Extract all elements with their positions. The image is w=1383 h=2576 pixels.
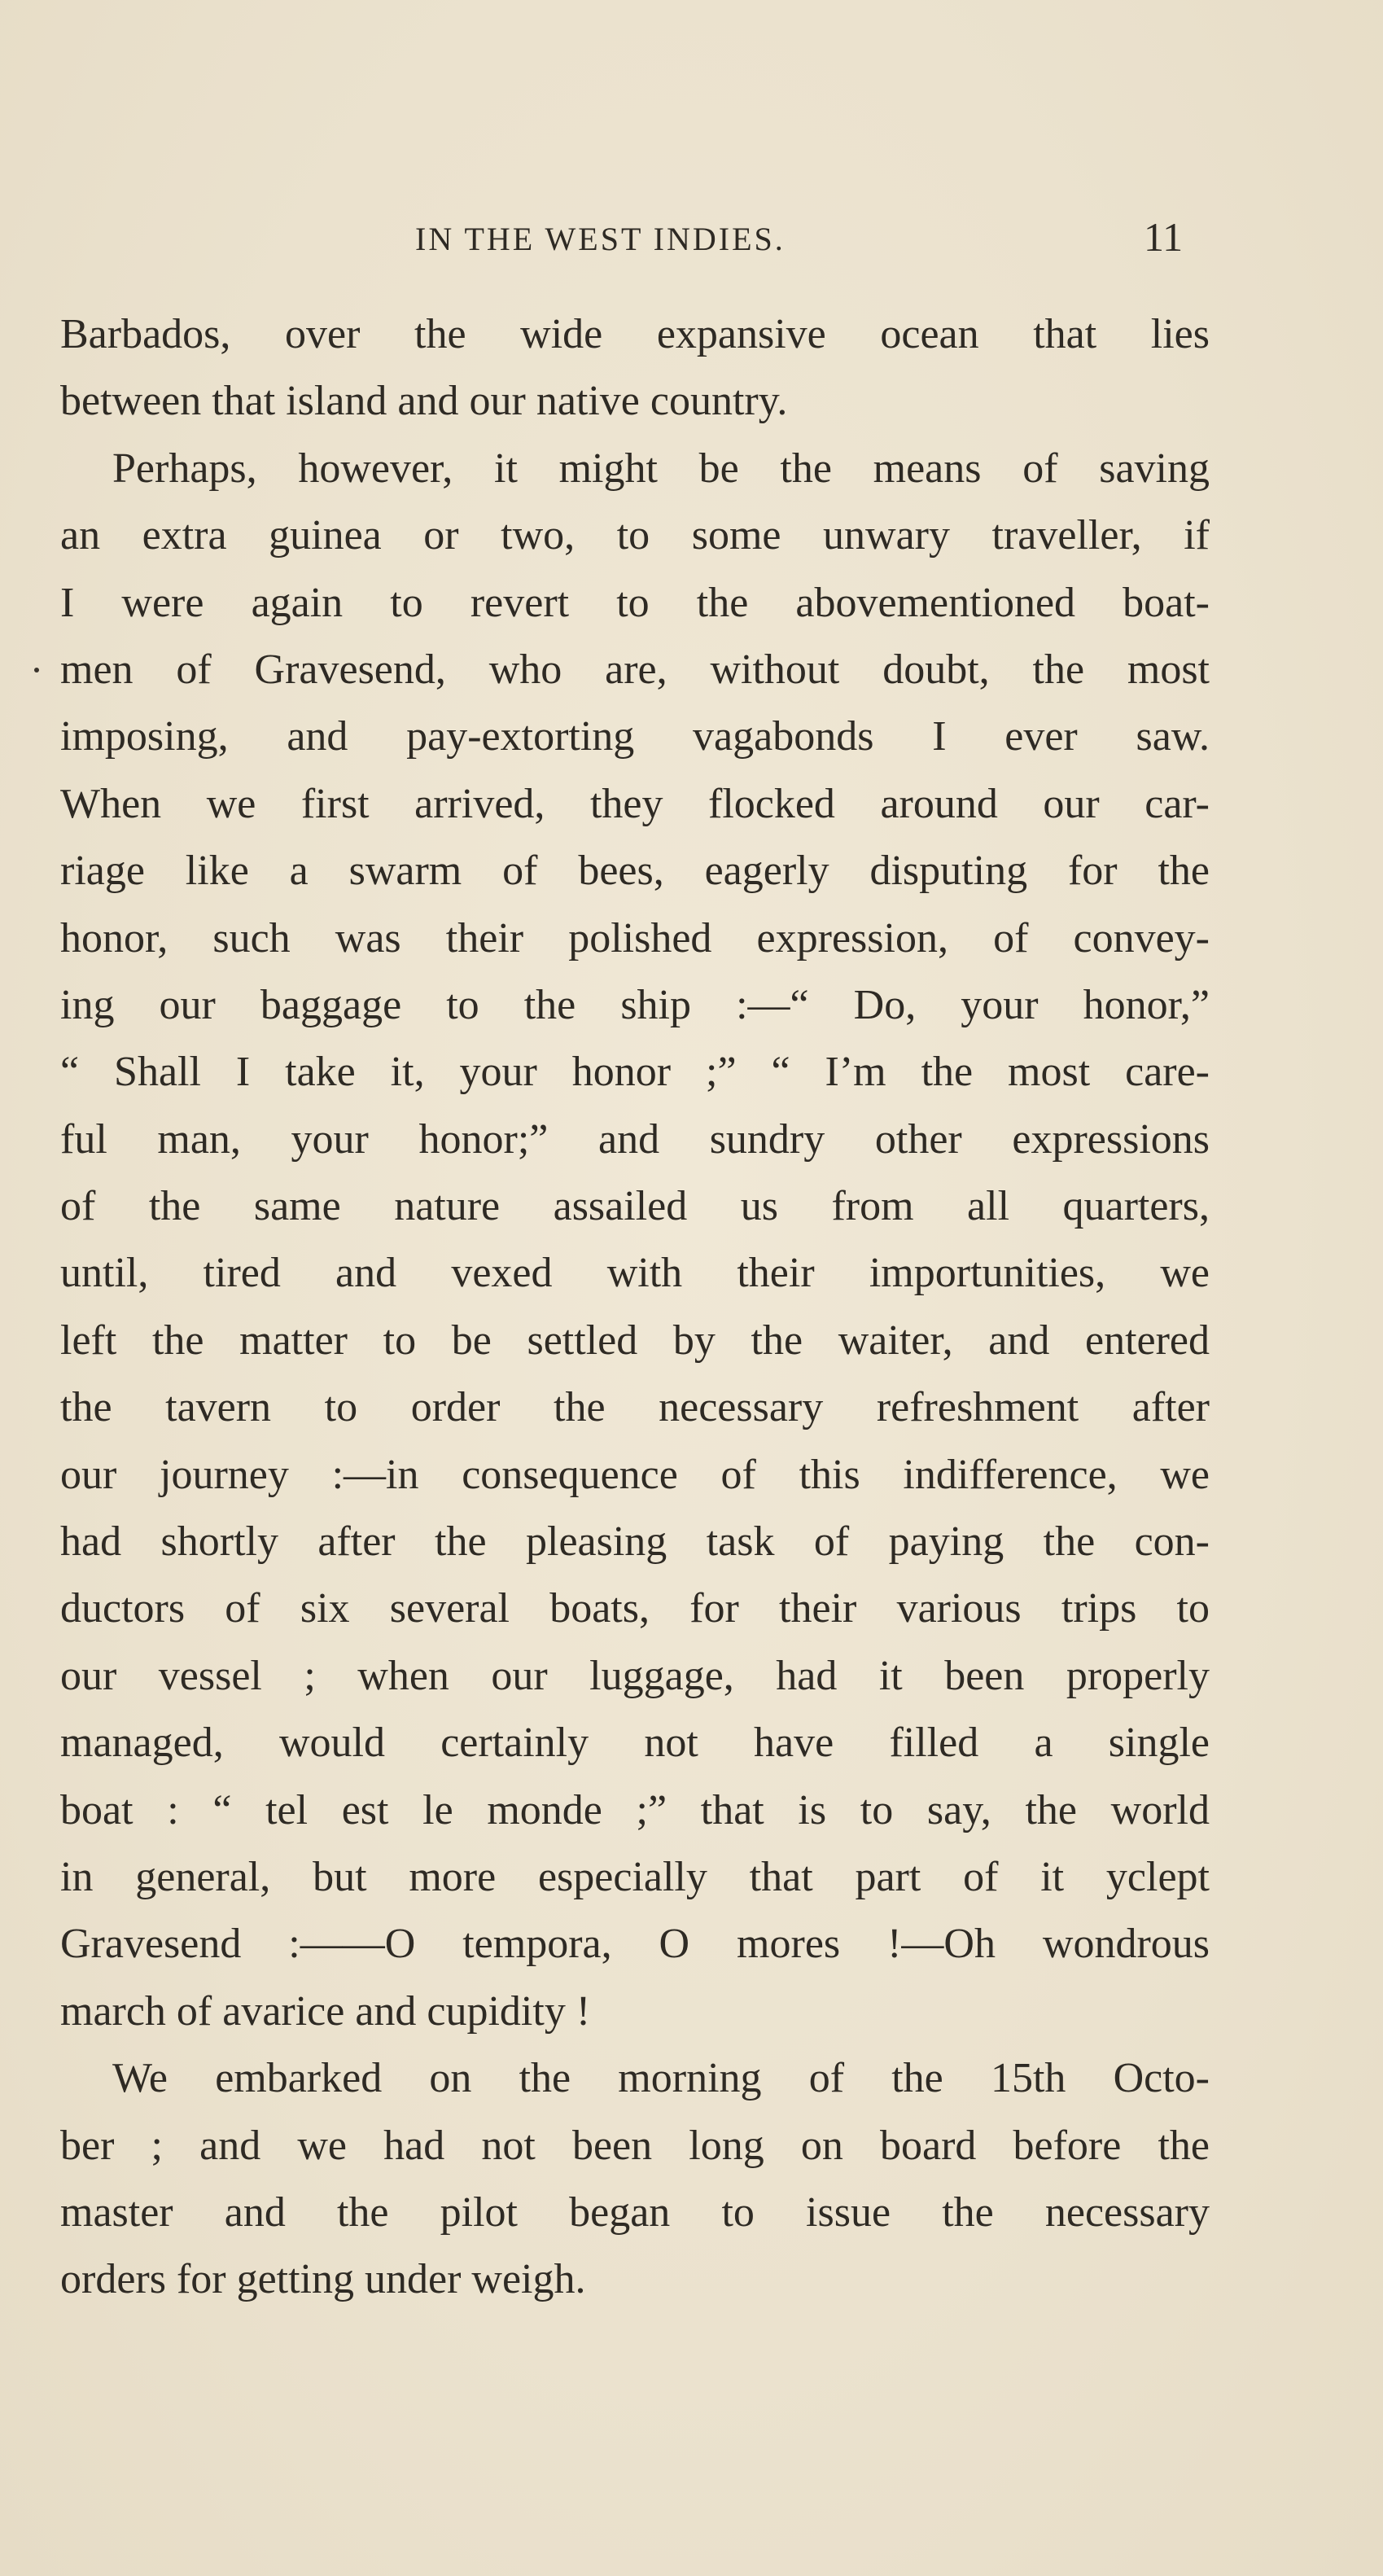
text-line: our journey :—in consequence of this indifference, we xyxy=(60,1451,1210,1498)
text-line: march of avarice and cupidity ! xyxy=(60,1987,591,2035)
text-line: had shortly after the pleasing task of paying the con- xyxy=(60,1518,1210,1566)
text-line: orders for getting under weigh. xyxy=(60,2256,586,2303)
text-line: left the matter to be settled by the waiter, and entered xyxy=(60,1316,1210,1364)
text-line: between that island and our native country. xyxy=(60,378,788,425)
text-line: ductors of six several boats, for their various trips to xyxy=(60,1585,1210,1632)
text-line: Perhaps, however, it might be the means of saving xyxy=(112,445,1210,492)
page-header xyxy=(0,213,1383,262)
page-number: 11 xyxy=(1144,214,1184,260)
text-line: riage like a swarm of bees, eagerly disputing for the xyxy=(60,848,1210,895)
text-line: of the same nature assailed us from all quarters, xyxy=(60,1183,1210,1230)
body-text xyxy=(60,301,1210,2314)
margin-mark xyxy=(34,668,39,672)
text-line: We embarked on the morning of the 15th Octo- xyxy=(112,2055,1210,2102)
text-line: When we first arrived, they flocked around our car- xyxy=(60,780,1210,827)
text-line: “ Shall I take it, your honor ;” “ I’m the most care- xyxy=(60,1049,1210,1096)
text-line: the tavern to order the necessary refreshment after xyxy=(60,1384,1210,1431)
text-line: in general, but more especially that part of it yclept xyxy=(60,1853,1210,1900)
text-line: managed, would certainly not have filled a single xyxy=(60,1720,1210,1767)
text-line: master and the pilot began to issue the necessary xyxy=(60,2188,1210,2236)
text-line: until, tired and vexed with their importunities, we xyxy=(60,1250,1210,1297)
text-line: I were again to revert to the abovementioned boat- xyxy=(60,579,1210,626)
text-line: Barbados, over the wide expansive ocean that lies xyxy=(60,311,1210,357)
text-line: ful man, your honor;” and sundry other expressions xyxy=(60,1115,1210,1163)
text-line: ber ; and we had not been long on board before the xyxy=(60,2122,1210,2169)
running-head: IN THE WEST INDIES. xyxy=(415,221,786,257)
text-line: our vessel ; when our luggage, had it been properly xyxy=(60,1652,1210,1699)
text-line: ing our baggage to the ship :—“ Do, your honor,” xyxy=(60,981,1210,1028)
text-line: honor, such was their polished expression, of convey- xyxy=(60,914,1210,962)
text-line: an extra guinea or two, to some unwary traveller, if xyxy=(60,512,1210,559)
text-line: boat : “ tel est le monde ;” that is to say, the world xyxy=(60,1786,1210,1833)
text-line: Gravesend :——O tempora, O mores !—Oh wondrous xyxy=(60,1921,1210,1968)
text-line: imposing, and pay-extorting vagabonds I ever saw. xyxy=(60,713,1210,760)
text-line: men of Gravesend, who are, without doubt, the most xyxy=(60,646,1210,693)
